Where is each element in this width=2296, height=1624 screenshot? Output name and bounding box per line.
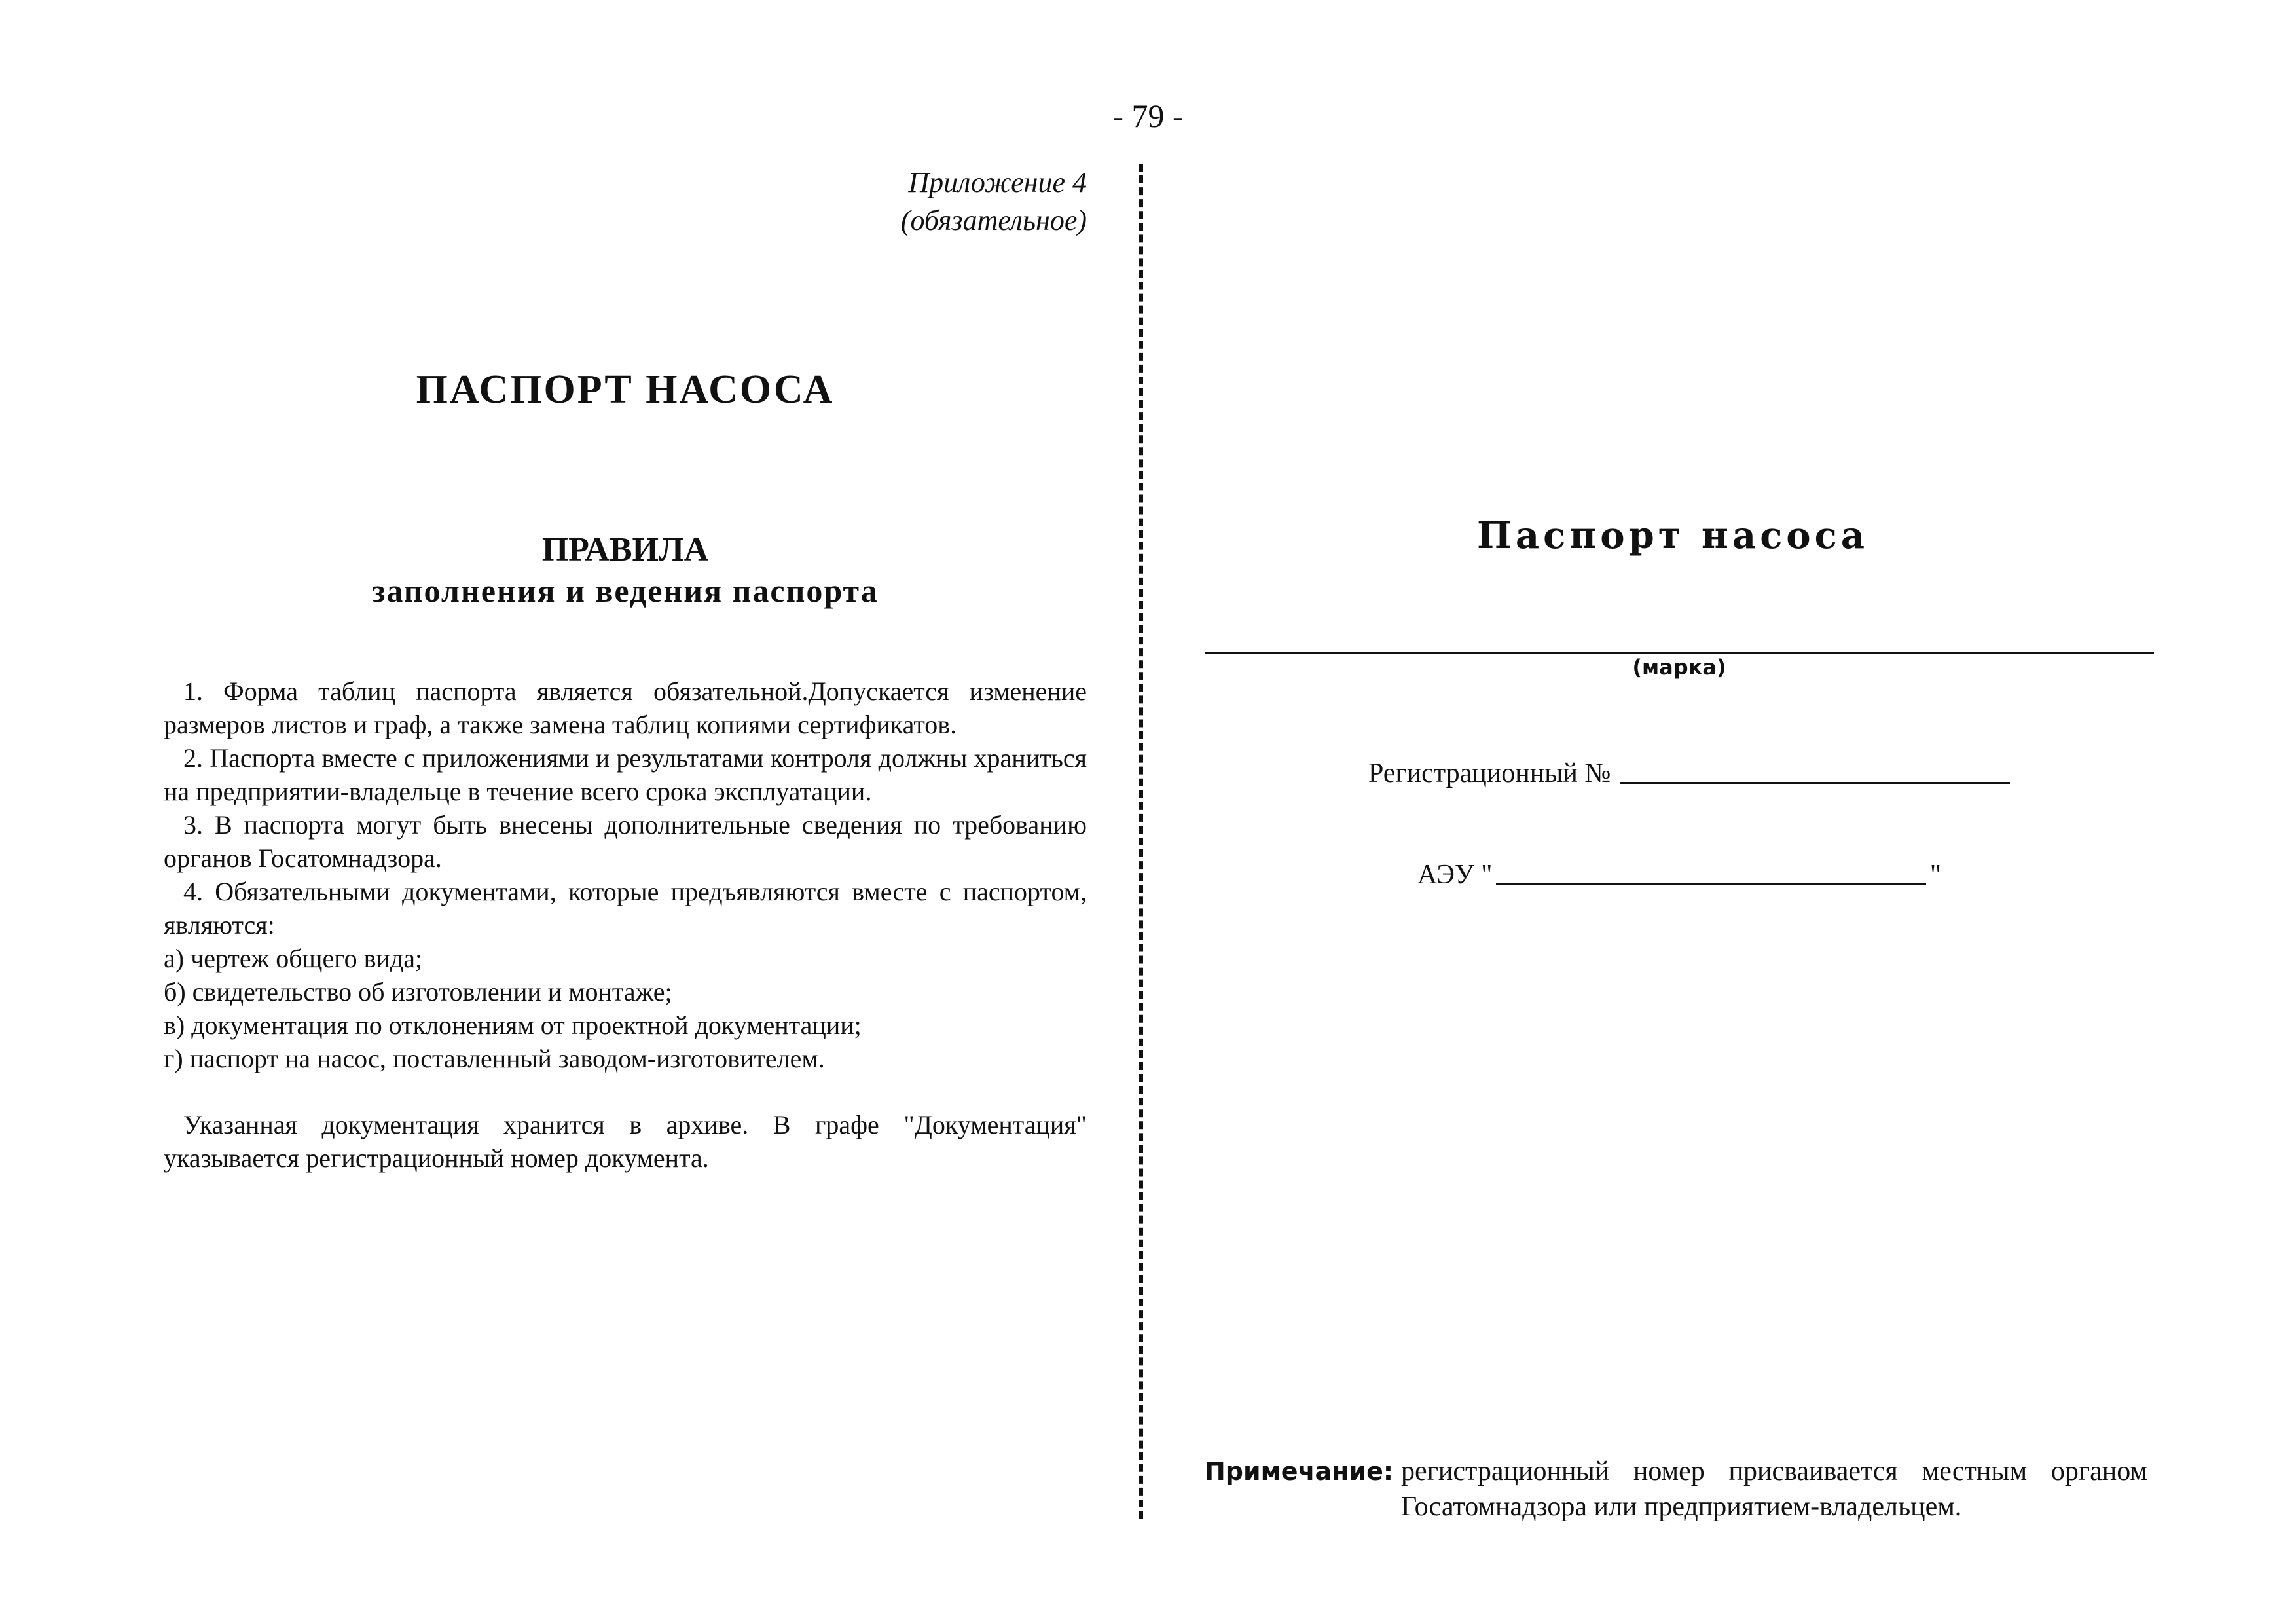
document-title: ПАСПОРТ НАСОСА xyxy=(416,367,835,412)
registration-field xyxy=(1368,750,2010,789)
brand-fill-line xyxy=(1205,652,2154,654)
appendix-status: (обязательное) xyxy=(900,204,1087,236)
rules-subtitle: заполнения и ведения паспорта xyxy=(372,572,879,609)
page-divider xyxy=(1139,164,1143,1519)
rule-item: 2. Паспорта вместе с приложениями и результатами контроля должны храниться на предприятии-владельце в течение всего срока эксплуатации. xyxy=(164,743,1087,806)
note-label: Примечание: xyxy=(1205,1457,1394,1486)
rule-sub-item: г) паспорт на насос, поставленный заводом-изготовителем. xyxy=(164,1044,825,1073)
rule-sub-item: в) документация по отклонениям от проектной документации; xyxy=(164,1010,862,1040)
rule-item: 1. Форма таблиц паспорта является обязательной.Допускается изменение размеров листов и граф, а также замена таблиц копиями сертификатов. xyxy=(164,676,1087,739)
rules-body xyxy=(164,674,1087,1175)
rule-item: 4. Обязательными документами, которые предъявляются вместе с паспортом, являются: xyxy=(164,877,1087,940)
page-number: - 79 - xyxy=(1112,98,1184,134)
brand-caption: (марка) xyxy=(1632,655,1726,680)
rule-sub-item: б) свидетельство об изготовлении и монтаже; xyxy=(164,977,672,1006)
archive-note: Указанная документация хранится в архиве. В графе "Документация" указывается регистрационный номер документа. xyxy=(164,1110,1087,1173)
rule-item: 3. В паспорта могут быть внесены дополнительные сведения по требованию органов Госатомнадзора. xyxy=(164,810,1087,873)
aeu-field xyxy=(1417,851,1941,891)
registration-fill-line xyxy=(1620,782,2010,784)
note-text: регистрационный номер присваивается местным органом Госатомнадзора или предприятием-владельцем. xyxy=(1401,1456,2147,1522)
registration-note xyxy=(1205,1454,2147,1524)
appendix-label xyxy=(707,164,1087,240)
rules-title: ПРАВИЛА xyxy=(541,531,709,568)
aeu-label: АЭУ " xyxy=(1417,860,1493,890)
appendix-number: Приложение 4 xyxy=(908,166,1087,198)
rule-sub-item: а) чертеж общего вида; xyxy=(164,944,423,973)
registration-label: Регистрационный № xyxy=(1368,758,1611,788)
passport-title: Паспорт насоса xyxy=(1476,514,1869,557)
aeu-fill-line xyxy=(1496,883,1925,885)
aeu-closing-quote: " xyxy=(1929,860,1941,890)
